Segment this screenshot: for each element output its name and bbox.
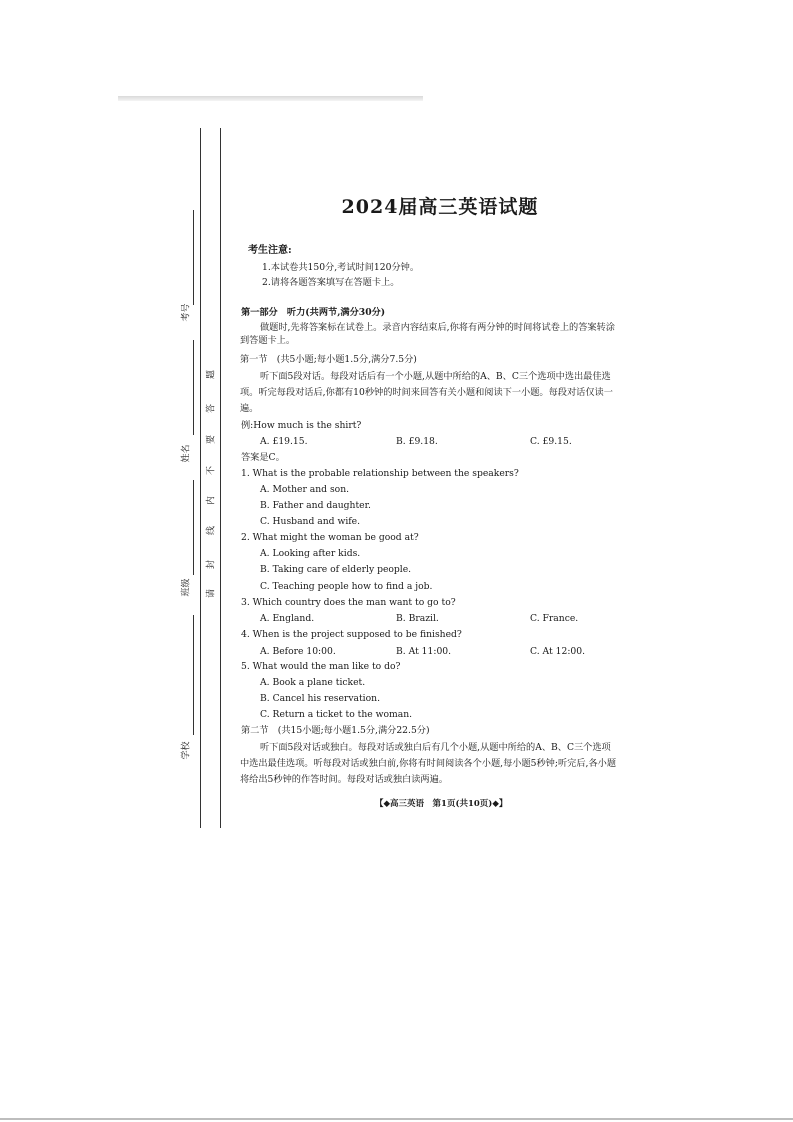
seal-char: 线 <box>206 526 217 536</box>
section1-heading: 第一节 (共5小题;每小题1.5分,满分7.5分) <box>240 354 417 365</box>
question-option: C. Husband and wife. <box>260 516 361 527</box>
side-field-name: 姓名 <box>181 444 192 463</box>
example-answer: 答案是C。 <box>241 452 285 463</box>
seal-char: 要 <box>206 435 217 445</box>
question-option: A. Before 10:00. <box>260 646 336 657</box>
question-option: A. Mother and son. <box>260 484 350 495</box>
example-question: 例:How much is the shirt? <box>241 420 362 431</box>
side-rule-class <box>193 480 194 575</box>
binding-line-outer <box>200 128 201 828</box>
question-option: A. England. <box>260 613 315 624</box>
question-stem: 1. What is the probable relationship between the speakers? <box>241 468 519 479</box>
question-option: B. Cancel his reservation. <box>260 693 380 704</box>
question-option: C. At 12:00. <box>530 646 586 657</box>
binding-line-inner <box>220 128 221 828</box>
part1-intro: 做题时,先将答案标在试卷上。录音内容结束后,你将有两分钟的时间将试卷上的答案转涂到答题卡上。 <box>240 322 615 346</box>
seal-char: 题 <box>206 370 217 380</box>
notice-item: 1.本试卷共150分,考试时间120分钟。 <box>262 262 420 273</box>
seal-char: 不 <box>206 466 217 476</box>
question-stem: 4. When is the project supposed to be finished? <box>241 629 462 640</box>
section2-heading: 第二节 (共15小题;每小题1.5分,满分22.5分) <box>241 725 430 736</box>
question-option: A. Book a plane ticket. <box>260 677 366 688</box>
page-footer: 【◆高三英语 第1页(共10页)◆】 <box>375 799 508 809</box>
side-rule-exam-no <box>193 210 194 305</box>
example-option: C. £9.15. <box>530 436 572 447</box>
seal-char: 答 <box>206 404 217 414</box>
seal-char: 封 <box>206 560 217 570</box>
page-title: 2024届高三英语试题 <box>341 196 539 218</box>
side-field-school: 学校 <box>181 741 192 760</box>
question-option: B. At 11:00. <box>396 646 452 657</box>
example-option: A. £19.15. <box>260 436 308 447</box>
part1-heading: 第一部分 听力(共两节,满分30分) <box>241 307 386 318</box>
question-stem: 2. What might the woman be good at? <box>241 532 419 543</box>
question-stem: 3. Which country does the man want to go to? <box>241 597 456 608</box>
notice-item: 2.请将各题答案填写在答题卡上。 <box>262 277 400 288</box>
seal-char: 内 <box>206 496 217 506</box>
seal-char: 请 <box>206 589 217 599</box>
question-option: C. Return a ticket to the woman. <box>260 709 413 720</box>
side-rule-name <box>193 340 194 435</box>
side-field-class: 班级 <box>181 578 192 597</box>
question-option: C. Teaching people how to find a job. <box>260 581 433 592</box>
scan-edge-top <box>118 96 423 101</box>
question-stem: 5. What would the man like to do? <box>241 661 401 672</box>
question-option: B. Brazil. <box>396 613 439 624</box>
side-field-exam-no: 考号 <box>181 303 192 322</box>
question-option: C. France. <box>530 613 579 624</box>
side-rule-school <box>193 615 194 735</box>
question-option: A. Looking after kids. <box>260 548 361 559</box>
section2-instruction: 听下面5段对话或独白。每段对话或独白后有几个小题,从题中所给的A、B、C三个选项中选出最佳选项。听每段对话或独白前,你将有时间阅读各个小题,每小题5秒钟;听完后,各小题将给出5秒钟的作答时间。每段对话或独白读两遍。 <box>240 742 617 785</box>
question-option: B. Taking care of elderly people. <box>260 564 412 575</box>
notice-heading: 考生注意: <box>248 245 292 256</box>
question-option: B. Father and daughter. <box>260 500 371 511</box>
example-option: B. £9.18. <box>396 436 438 447</box>
section1-instruction: 听下面5段对话。每段对话后有一个小题,从题中所给的A、B、C三个选项中选出最佳选项。听完每段对话后,你都有10秒钟的时间来回答有关小题和阅读下一小题。每段对话仅读一遍。 <box>240 371 613 414</box>
scan-edge-bottom <box>0 1118 793 1120</box>
